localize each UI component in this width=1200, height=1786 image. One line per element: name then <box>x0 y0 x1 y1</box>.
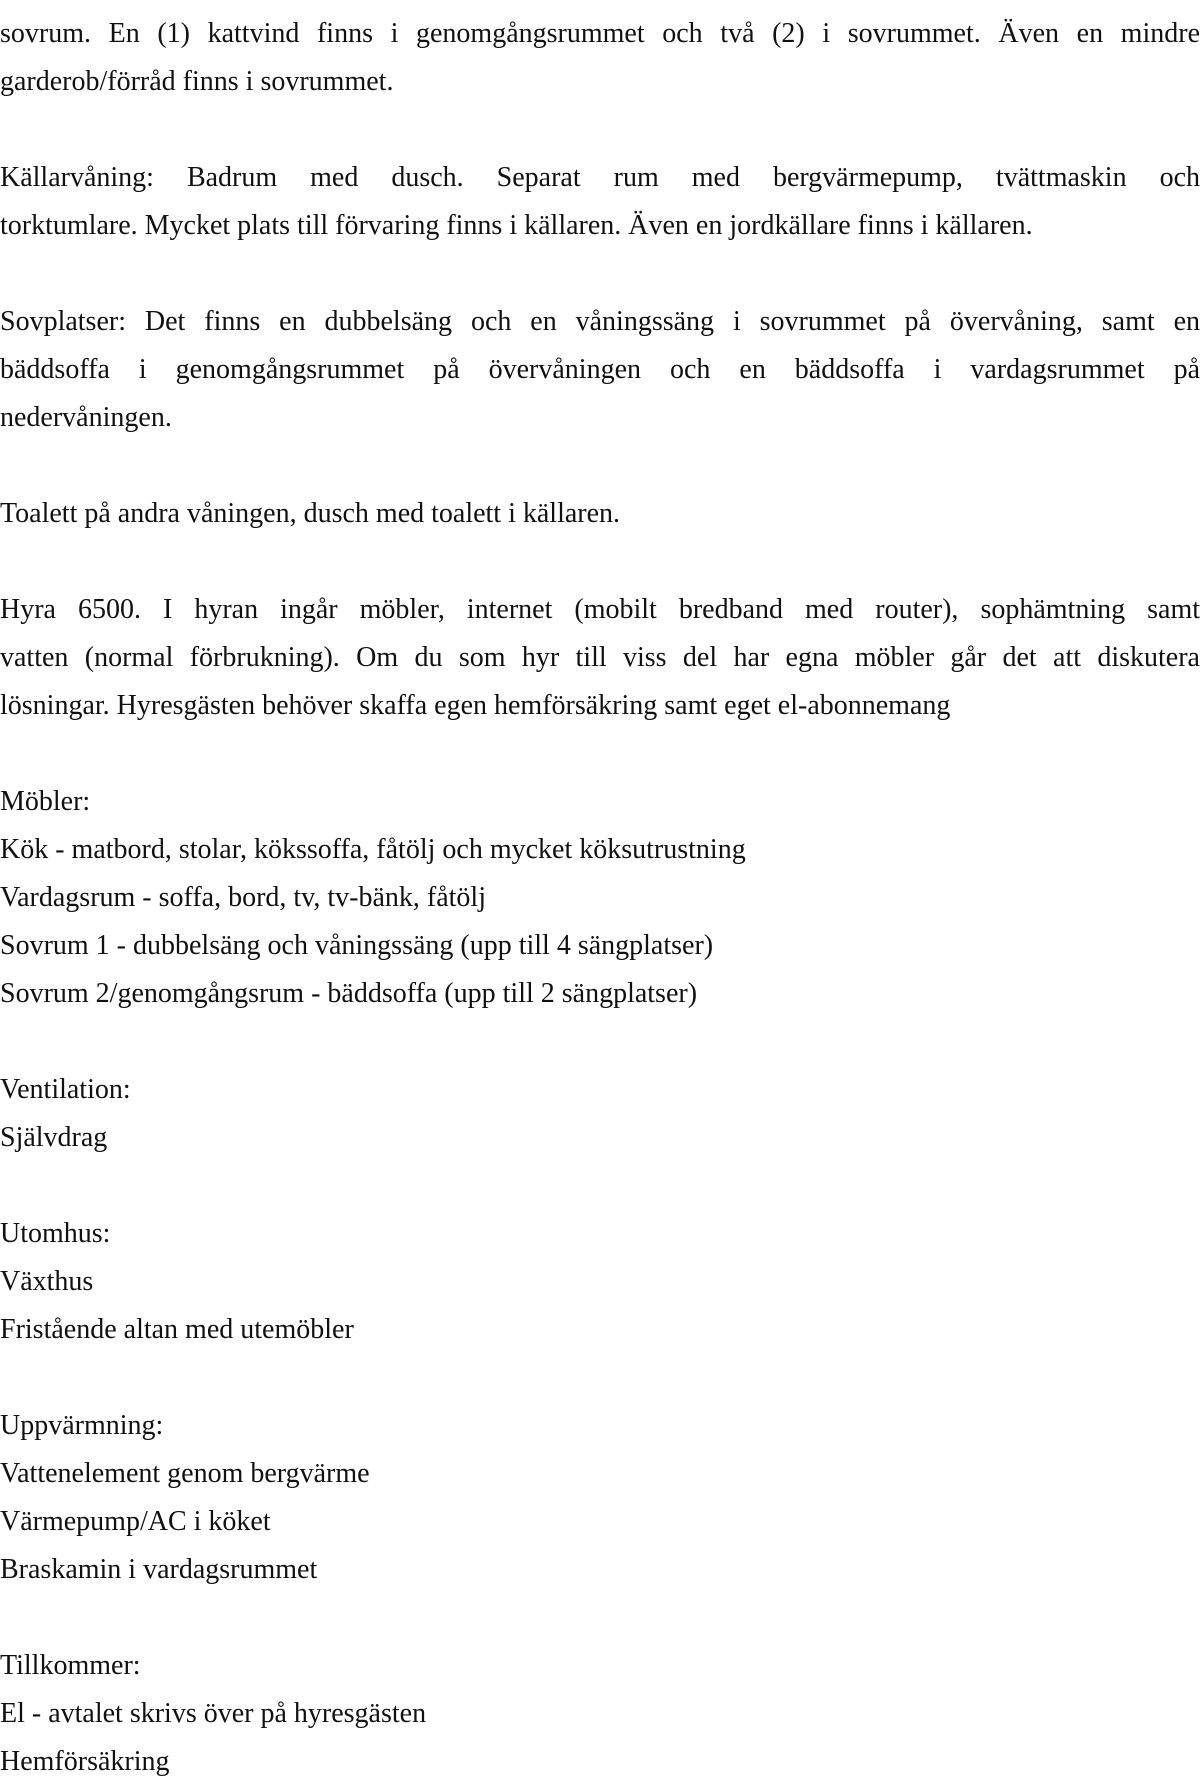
text-line: bäddsoffa i genomgångsrummet på övervåningen och en bäddsoffa i vardagsrummet på <box>0 354 1200 385</box>
list-item: Hemförsäkring <box>0 1746 170 1777</box>
text-line: Toalett på andra våningen, dusch med toalett i källaren. <box>0 498 621 529</box>
list-item: El - avtalet skrivs över på hyresgästen <box>0 1698 427 1729</box>
list-item: Självdrag <box>0 1122 108 1153</box>
text-line: nedervåningen. <box>0 402 172 433</box>
text-line: lösningar. Hyresgästen behöver skaffa egen hemförsäkring samt eget el-abonnemang <box>0 690 951 721</box>
paragraph-intro <box>0 10 1200 106</box>
section-heading: Uppvärmning: <box>0 1410 164 1441</box>
paragraph-toilet <box>0 490 1200 538</box>
text-line: Källarvåning: Badrum med dusch. Separat rum med bergvärmepump, tvättmaskin och <box>0 162 1200 193</box>
list-item: Braskamin i vardagsrummet <box>0 1554 318 1585</box>
paragraph-sleeping <box>0 298 1200 442</box>
text-line: garderob/förråd finns i sovrummet. <box>0 66 394 97</box>
list-item: Vattenelement genom bergvärme <box>0 1458 370 1489</box>
section-heading: Utomhus: <box>0 1218 111 1249</box>
section-extras <box>0 1642 1200 1786</box>
paragraph-basement <box>0 154 1200 250</box>
text-line: torktumlare. Mycket plats till förvaring finns i källaren. Även en jordkällare finns i källaren. <box>0 210 1033 241</box>
text-line: Hyra 6500. I hyran ingår möbler, internet (mobilt bredband med router), sophämtning samt <box>0 594 1200 625</box>
section-heading: Tillkommer: <box>0 1650 141 1681</box>
document-page <box>0 10 1200 1786</box>
list-item: Värmepump/AC i köket <box>0 1506 271 1537</box>
section-outdoor <box>0 1210 1200 1354</box>
list-item: Sovrum 1 - dubbelsäng och våningssäng (upp till 4 sängplatser) <box>0 930 714 961</box>
list-item: Kök - matbord, stolar, kökssoffa, fåtölj och mycket köksutrustning <box>0 834 746 865</box>
section-furniture <box>0 778 1200 1018</box>
list-item: Vardagsrum - soffa, bord, tv, tv-bänk, fåtölj <box>0 882 486 913</box>
list-item: Sovrum 2/genomgångsrum - bäddsoffa (upp till 2 sängplatser) <box>0 978 698 1009</box>
list-item: Fristående altan med utemöbler <box>0 1314 354 1345</box>
section-ventilation <box>0 1066 1200 1162</box>
section-heading: Ventilation: <box>0 1074 131 1105</box>
section-heading: Möbler: <box>0 786 91 817</box>
section-heating <box>0 1402 1200 1594</box>
text-line: sovrum. En (1) kattvind finns i genomgångsrummet och två (2) i sovrummet. Även en mindre <box>0 18 1200 49</box>
list-item: Växthus <box>0 1266 94 1297</box>
text-line: vatten (normal förbrukning). Om du som hyr till viss del har egna möbler går det att diskutera <box>0 642 1200 673</box>
paragraph-rent <box>0 586 1200 730</box>
text-line: Sovplatser: Det finns en dubbelsäng och en våningssäng i sovrummet på övervåning, samt en <box>0 306 1200 337</box>
